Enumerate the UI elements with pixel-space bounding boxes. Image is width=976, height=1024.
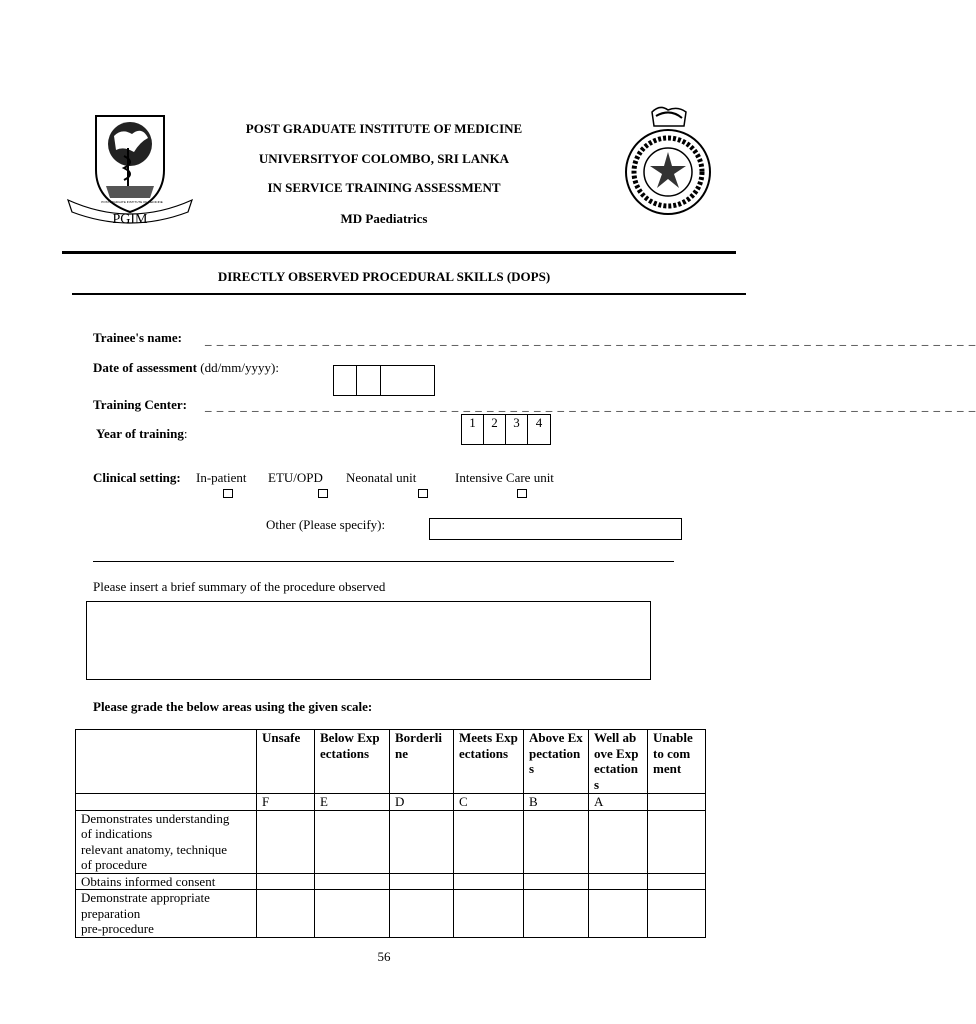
trainee-name-field[interactable]: _ _ _ _ _ _ _ _ _ _ _ _ _ _ _ _ _ _ _ _ _ _ _ _ _ _ _ _ _ _ _ _ _ _ _ _ _ _ _ _ _ _ _ _ _ _ _ _ _ _ _ _ _ _ _ _ _ _ _ _ _ _ _ _ _ _: [205, 332, 976, 347]
criterion-line: Demonstrates understanding: [81, 810, 230, 826]
grade-letter: A: [589, 794, 648, 811]
grade-letter: [648, 794, 706, 811]
year-option[interactable]: 2: [484, 415, 506, 444]
training-center-field[interactable]: _ _ _ _ _ _ _ _ _ _ _ _ _ _ _ _ _ _ _ _ _ _ _ _ _ _ _ _ _ _ _ _ _ _ _ _ _ _ _ _ _ _ _ _ _ _ _ _ _ _ _ _ _ _ _ _ _ _ _ _ _ _ _ _ _ _: [205, 398, 976, 413]
table-row: [76, 890, 706, 938]
setting-inpatient-label: In-patient: [196, 470, 247, 485]
year-option[interactable]: 4: [535, 415, 543, 430]
criterion-line: pre-procedure: [81, 921, 154, 936]
grade-cell[interactable]: [454, 890, 524, 938]
grade-letter-blank: [76, 794, 257, 811]
grade-cell[interactable]: [524, 873, 589, 890]
grade-cell[interactable]: [524, 890, 589, 938]
grade-cell[interactable]: [648, 890, 706, 938]
year-label: [96, 426, 188, 442]
grade-cell[interactable]: [257, 890, 315, 938]
date-label-bold: Date of assessment: [93, 360, 197, 375]
grade-cell[interactable]: [315, 890, 390, 938]
year-selector: [461, 414, 551, 445]
year-option[interactable]: 1: [462, 415, 484, 444]
trainee-name-label: Trainee's name:: [93, 330, 182, 345]
grade-cell[interactable]: [390, 890, 454, 938]
grading-table: [75, 729, 706, 938]
grade-cell[interactable]: [454, 810, 524, 873]
table-header-cell: Above Expectations: [524, 730, 589, 794]
grade-cell[interactable]: [390, 810, 454, 873]
university-title: UNIVERSITYOF COLOMBO, SRI LANKA: [258, 151, 510, 166]
summary-textarea[interactable]: [86, 601, 651, 680]
grade-cell[interactable]: [454, 873, 524, 890]
grade-cell[interactable]: [524, 810, 589, 873]
date-divider: [356, 366, 357, 395]
table-header-cell: Well above Expectations: [589, 730, 648, 794]
criterion-line: of procedure: [81, 857, 148, 872]
criterion-line: Obtains informed consent: [81, 873, 216, 889]
grade-cell[interactable]: [257, 873, 315, 890]
grade-cell[interactable]: [589, 890, 648, 938]
year-option[interactable]: 3: [506, 415, 528, 444]
setting-neonatal-label: Neonatal unit: [346, 470, 417, 485]
grade-cell[interactable]: [648, 873, 706, 890]
year-label-text: Year of training: [96, 426, 184, 441]
table-header-cell: Below Expectations: [315, 730, 390, 794]
grade-cell[interactable]: [315, 810, 390, 873]
grade-cell[interactable]: [589, 810, 648, 873]
assessment-title: IN SERVICE TRAINING ASSESSMENT: [267, 180, 501, 195]
section-divider: [93, 561, 674, 562]
date-input-box[interactable]: [333, 365, 435, 396]
criterion-cell: [76, 890, 257, 938]
grade-letter: E: [315, 794, 390, 811]
criterion-line: of indications: [81, 826, 153, 841]
grade-letter-row: [76, 794, 706, 811]
table-header-row: [76, 730, 706, 794]
grade-letter: B: [524, 794, 589, 811]
table-header-cell: Unsafe: [257, 730, 315, 794]
table-header-cell: Unable to comment: [648, 730, 706, 794]
grade-letter: C: [454, 794, 524, 811]
program-title: MD Paediatrics: [340, 211, 428, 226]
table-row: [76, 873, 706, 890]
grade-instructions: Please grade the below areas using the given scale:: [93, 699, 373, 714]
table-row: [76, 810, 706, 873]
date-label: [93, 360, 279, 376]
institute-title: POST GRADUATE INSTITUTE OF MEDICINE: [245, 121, 523, 136]
form-title: DIRECTLY OBSERVED PROCEDURAL SKILLS (DOPS): [217, 269, 551, 284]
table-header-cell: Borderline: [390, 730, 454, 794]
other-input[interactable]: [429, 518, 682, 540]
pgim-logo-text: PGIM: [112, 212, 148, 227]
pgim-logo-ribbon-text: POSTGRADUATE INSTITUTE OF MEDICINE: [101, 200, 163, 204]
page-number: 56: [377, 949, 391, 964]
table-header-blank: [76, 730, 257, 794]
clinical-setting-label: Clinical setting:: [93, 470, 181, 485]
title-rule: [72, 293, 746, 295]
neonatal-checkbox[interactable]: [418, 489, 428, 498]
grade-letter: D: [390, 794, 454, 811]
etu-opd-checkbox[interactable]: [318, 489, 328, 498]
criterion-line: relevant anatomy, technique: [81, 841, 228, 857]
setting-etu-opd-label: ETU/OPD: [268, 470, 323, 485]
grade-cell[interactable]: [257, 810, 315, 873]
criterion-cell: [76, 873, 257, 890]
header-rule: [62, 251, 736, 254]
year-label-colon: :: [183, 426, 188, 441]
date-label-format: (dd/mm/yyyy):: [196, 360, 279, 375]
date-divider: [380, 366, 381, 395]
grade-cell[interactable]: [390, 873, 454, 890]
other-label: Other (Please specify):: [266, 517, 386, 532]
inpatient-checkbox[interactable]: [223, 489, 233, 498]
summary-label: Please insert a brief summary of the procedure observed: [93, 579, 386, 594]
grade-letter: F: [257, 794, 315, 811]
icu-checkbox[interactable]: [517, 489, 527, 498]
training-center-label: Training Center:: [93, 397, 187, 412]
criterion-line: preparation: [81, 905, 141, 921]
criterion-line: Demonstrate appropriate: [81, 890, 210, 905]
setting-icu-label: Intensive Care unit: [455, 470, 554, 485]
grade-cell[interactable]: [589, 873, 648, 890]
table-header-cell: Meets Expectations: [454, 730, 524, 794]
criterion-cell: [76, 810, 257, 873]
grade-cell[interactable]: [648, 810, 706, 873]
grade-cell[interactable]: [315, 873, 390, 890]
